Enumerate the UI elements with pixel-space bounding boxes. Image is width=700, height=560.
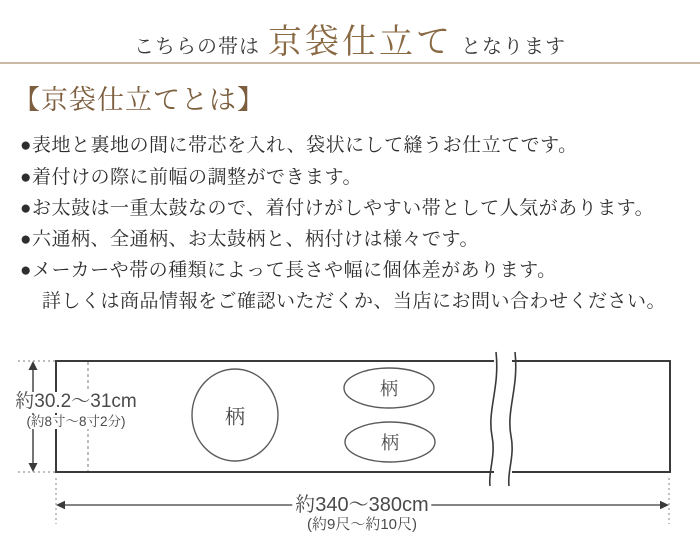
- title-prefix: こちらの帯は: [134, 36, 260, 58]
- length-arrowhead-right: [660, 500, 669, 509]
- length-arrowhead-left: [56, 500, 65, 509]
- width-dimension-sublabel: (約8寸〜8寸2分): [23, 415, 128, 430]
- bullet-text: お太鼓は一重太鼓なので、着付けがしやすい帯として人気があります。: [31, 197, 655, 219]
- width-dimension-label: 約30.2〜31cm: [12, 392, 139, 413]
- bullet-icon: ●: [20, 135, 32, 157]
- bullet-list: [20, 130, 700, 317]
- section-heading: 【京袋仕立てとは】: [13, 85, 265, 115]
- bullet-text: 六通柄、全通柄、お太鼓柄と、柄付けは様々です。: [31, 229, 479, 250]
- pattern-label-top: 柄: [380, 378, 398, 399]
- length-dimension-sublabel: (約9尺〜約10尺): [304, 517, 420, 534]
- title-highlight: 京袋仕立て: [268, 24, 453, 61]
- bullet-text: 表地と裏地の間に帯芯を入れ、袋状にして縫うお仕立てです。: [31, 135, 578, 157]
- title-suffix: となります: [461, 36, 566, 58]
- bullet-icon: ●: [20, 229, 32, 250]
- list-item: [20, 162, 700, 193]
- bullet-icon: ●: [20, 260, 32, 282]
- title-banner: [0, 0, 700, 64]
- list-item: [20, 130, 700, 161]
- bullet-note: 詳しくは商品情報をご確認いただくか、当店にお問い合わせください。: [42, 291, 667, 313]
- pattern-label-bottom: 柄: [381, 432, 399, 453]
- width-arrowhead-up: [29, 361, 38, 370]
- list-item: [20, 193, 700, 224]
- list-item: [20, 255, 700, 286]
- bullet-icon: ●: [20, 197, 32, 219]
- obi-diagram: [0, 348, 700, 558]
- pattern-label-large: 柄: [225, 406, 245, 429]
- bullet-text: メーカーや帯の種類によって長さや幅に個体差があります。: [31, 260, 557, 282]
- length-dimension-label: 約340〜380cm: [292, 494, 431, 516]
- bullet-text: 着付けの際に前幅の調整ができます。: [31, 166, 362, 188]
- width-arrowhead-down: [29, 463, 38, 472]
- bullet-icon: ●: [20, 166, 32, 188]
- list-item: [20, 224, 700, 255]
